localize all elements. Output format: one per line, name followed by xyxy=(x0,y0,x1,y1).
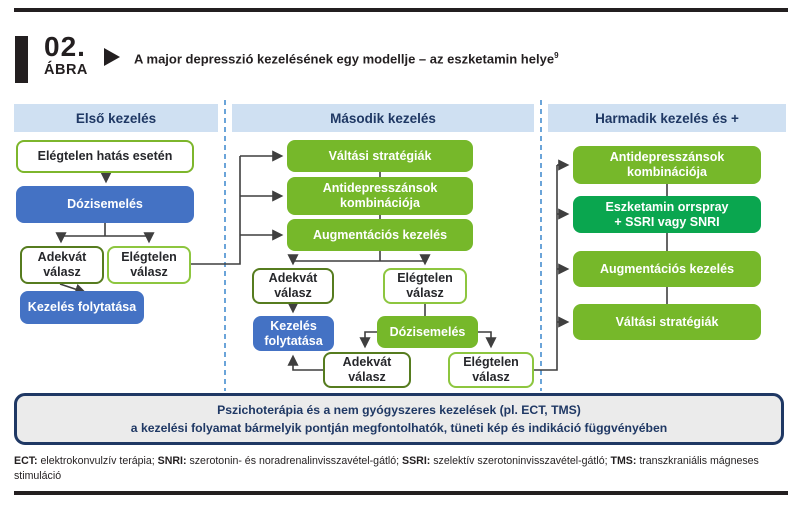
note-line-1: Pszichoterápia és a nem gyógyszeres kezelések (pl. ECT, TMS) xyxy=(217,403,581,417)
box-insufficient-effect: Elégtelen hatás esetén xyxy=(16,140,194,173)
box-adequate-response-1: Adekvát válasz xyxy=(20,246,104,284)
note-line-2: a kezelési folyamat bármelyik pontján megfontolhatók, tüneti kép és indikáció függvényében xyxy=(130,421,668,435)
box-adequate-response-3: Adekvát válasz xyxy=(323,352,411,388)
psychotherapy-note-box xyxy=(14,393,784,445)
figure-title-text: A major depresszió kezelésének egy modellje – az eszketamin helye xyxy=(134,51,555,67)
footnote-desc-tms: transzkraniális mágneses stimuláció xyxy=(14,455,759,482)
box-dose-increase-1: Dózisemelés xyxy=(16,186,194,223)
box-switch-strategies-2: Váltási stratégiák xyxy=(287,140,473,172)
column-header-first-treatment: Első kezelés xyxy=(14,104,218,132)
footnote-term-tms: TMS: xyxy=(610,455,637,467)
column-header-third-treatment: Harmadik kezelés és + xyxy=(548,104,786,132)
footnote-desc-ssri: szelektív szerotoninvisszavétel-gátló; xyxy=(430,455,611,467)
box-augmentation-2: Augmentációs kezelés xyxy=(287,219,473,251)
footnote-desc-snri: szerotonin- és noradrenalinvisszavétel-gátló; xyxy=(186,455,403,467)
esketamine-line1: Eszketamin orrspray xyxy=(605,199,729,214)
box-insufficient-response-1: Elégtelen válasz xyxy=(107,246,191,284)
box-insufficient-response-2: Elégtelen válasz xyxy=(383,268,467,304)
box-augmentation-3: Augmentációs kezelés xyxy=(573,251,761,287)
box-insufficient-response-3: Elégtelen válasz xyxy=(448,352,534,388)
box-antidepressant-combination-3: Antidepresszánsok kombinációja xyxy=(573,146,761,184)
box-antidepressant-combination-2: Antidepresszánsok kombinációja xyxy=(287,177,473,215)
footnote-term-ssri: SSRI: xyxy=(402,455,431,467)
esketamine-line2: + SSRI vagy SNRI xyxy=(614,214,720,229)
figure-title-reference: 9 xyxy=(554,51,559,60)
box-continue-treatment-1: Kezelés folytatása xyxy=(20,291,144,324)
figure-label: ÁBRA xyxy=(44,62,88,78)
box-esketamine-nasal-spray xyxy=(573,196,761,233)
footnote-term-ect: ECT: xyxy=(14,455,38,467)
footnote-desc-ect: elektrokonvulzív terápia; xyxy=(37,455,158,467)
box-adequate-response-2: Adekvát válasz xyxy=(252,268,334,304)
box-continue-treatment-2: Kezelés folytatása xyxy=(253,316,334,351)
footnote-term-snri: SNRI: xyxy=(157,455,187,467)
box-switch-strategies-3: Váltási stratégiák xyxy=(573,304,761,340)
figure-number: 02. xyxy=(44,31,86,62)
box-dose-increase-2: Dózisemelés xyxy=(377,316,478,348)
column-header-second-treatment: Második kezelés xyxy=(232,104,534,132)
